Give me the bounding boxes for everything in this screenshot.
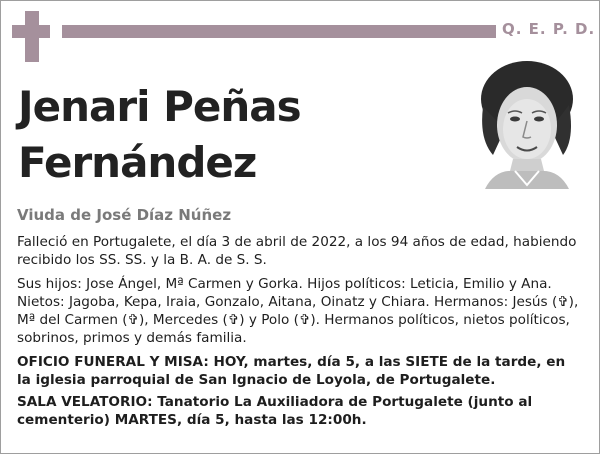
deceased-name	[18, 79, 468, 191]
name-line-2: Fernández	[18, 138, 257, 187]
widow-subtitle: Viuda de José Díaz Núñez	[17, 206, 232, 224]
obituary-body	[17, 233, 583, 435]
portrait-photo	[475, 59, 575, 189]
qepd-badge: Q. E. P. D.	[502, 20, 596, 38]
name-line-1: Jenari Peñas	[18, 82, 301, 131]
cross-icon-bar	[12, 25, 50, 38]
header-band	[62, 25, 496, 38]
death-paragraph: Falleció en Portugalete, el día 3 de abril de 2022, a los 94 años de edad, habiendo recibido los SS. SS. y la B. A. de S. S.	[17, 234, 577, 268]
funeral-paragraph: OFICIO FUNERAL Y MISA: HOY, martes, día 5, a las SIETE de la tarde, en la iglesia parroquial de San Ignacio de Loyola, de Portugalete.	[17, 354, 566, 388]
wake-paragraph: SALA VELATORIO: Tanatorio La Auxiliadora de Portugalete (junto al cementerio) MARTES, día 5, hasta las 12:00h.	[17, 394, 533, 428]
family-paragraph: Sus hijos: Jose Ángel, Mª Carmen y Gorka. Hijos políticos: Leticia, Emilio y Ana. Nietos: Jagoba, Kepa, Iraia, Gonzalo, Aitana, Oinatz y Chiara. Hermanos: Jesús (✞), Mª del Carmen (✞), Mercedes (✞) y Polo (✞). Hermanos políticos, nietos políticos, sobrinos, primos y demás familia.	[17, 276, 579, 346]
portrait-photo-icon	[475, 59, 575, 189]
